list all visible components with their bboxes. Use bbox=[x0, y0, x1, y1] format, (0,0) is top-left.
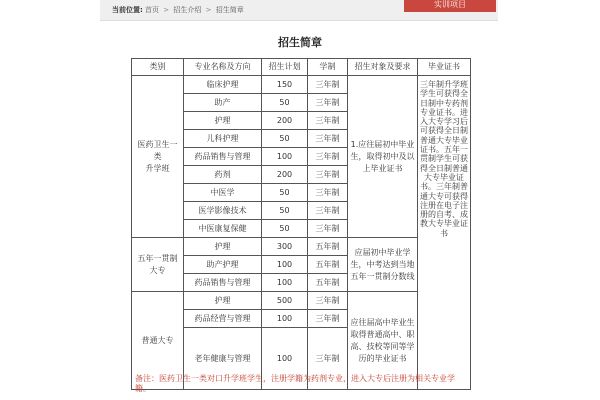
duration-cell: 三年制 bbox=[308, 220, 348, 238]
major-cell: 药剂 bbox=[184, 166, 262, 184]
duration-cell: 五年制 bbox=[308, 274, 348, 292]
header-certificate: 毕业证书 bbox=[418, 59, 471, 76]
duration-cell: 三年制 bbox=[308, 112, 348, 130]
header-duration: 学制 bbox=[308, 59, 348, 76]
major-cell: 临床护理 bbox=[184, 76, 262, 94]
plan-cell: 150 bbox=[262, 76, 308, 94]
plan-cell: 300 bbox=[262, 238, 308, 256]
duration-cell: 五年制 bbox=[308, 238, 348, 256]
breadcrumb-bar bbox=[100, 0, 498, 21]
header-plan: 招生计划 bbox=[262, 59, 308, 76]
requirement-cell: 应往届高中毕业生取得普通高中、职高、技校等同等学历的毕业证书 bbox=[348, 292, 418, 390]
duration-cell: 三年制 bbox=[308, 166, 348, 184]
category-cell: 医药卫生一类 升学班 bbox=[132, 76, 184, 238]
duration-cell: 三年制 bbox=[308, 328, 348, 390]
major-cell: 助产 bbox=[184, 94, 262, 112]
duration-cell: 三年制 bbox=[308, 184, 348, 202]
requirement-cell: 1.应往届初中毕业生，取得初中及以上毕业证书 bbox=[348, 76, 418, 238]
major-cell: 药品销售与管理 bbox=[184, 148, 262, 166]
table-row bbox=[132, 76, 471, 94]
breadcrumb bbox=[112, 0, 244, 20]
breadcrumb-current: 招生简章 bbox=[215, 6, 244, 14]
breadcrumb-home[interactable]: 首页 bbox=[145, 6, 160, 14]
major-cell: 药品经营与管理 bbox=[184, 310, 262, 328]
duration-cell: 三年制 bbox=[308, 310, 348, 328]
breadcrumb-label: 当前位置: bbox=[112, 6, 143, 14]
duration-cell: 三年制 bbox=[308, 94, 348, 112]
major-cell: 护理 bbox=[184, 238, 262, 256]
admission-table bbox=[131, 58, 471, 390]
table-header-row bbox=[132, 59, 471, 76]
duration-cell: 五年制 bbox=[308, 256, 348, 274]
page-title: 招生简章 bbox=[278, 36, 322, 49]
major-cell: 助产护理 bbox=[184, 256, 262, 274]
major-cell: 护理 bbox=[184, 292, 262, 310]
plan-cell: 50 bbox=[262, 130, 308, 148]
plan-cell: 200 bbox=[262, 112, 308, 130]
duration-cell: 三年制 bbox=[308, 292, 348, 310]
major-cell: 医学影像技术 bbox=[184, 202, 262, 220]
major-cell: 儿科护理 bbox=[184, 130, 262, 148]
header-requirement: 招生对象及要求 bbox=[348, 59, 418, 76]
plan-cell: 100 bbox=[262, 310, 308, 328]
duration-cell: 三年制 bbox=[308, 148, 348, 166]
major-cell: 护理 bbox=[184, 112, 262, 130]
duration-cell: 三年制 bbox=[308, 130, 348, 148]
training-projects-button[interactable]: 实训项目 bbox=[404, 0, 496, 12]
plan-cell: 50 bbox=[262, 184, 308, 202]
duration-cell: 三年制 bbox=[308, 76, 348, 94]
major-cell: 中医学 bbox=[184, 184, 262, 202]
plan-cell: 500 bbox=[262, 292, 308, 310]
plan-cell: 50 bbox=[262, 94, 308, 112]
footnote: 备注：医药卫生一类对口升学班学生，注册学籍为药剂专业，进入大专后注册为相关专业学籍。 bbox=[135, 374, 455, 393]
certificate-cell: 三年制升学班学生可获得全日制中专药剂专业证书。进入大专学习后可获得全日制普通大专毕业证书。五年一贯制学生可获得全日制普通大专毕业证书。三年制普通大专可获得注册在电子注册的自考、成教大专毕业证书 bbox=[418, 76, 471, 390]
plan-cell: 50 bbox=[262, 202, 308, 220]
requirement-cell: 应届初中毕业学生，中考达到当地五年一贯制分数线 bbox=[348, 238, 418, 292]
breadcrumb-separator: > bbox=[163, 6, 170, 14]
duration-cell: 三年制 bbox=[308, 202, 348, 220]
breadcrumb-separator: > bbox=[205, 6, 212, 14]
major-cell: 药品销售与管理 bbox=[184, 274, 262, 292]
plan-cell: 200 bbox=[262, 166, 308, 184]
category-cell: 五年一贯制 大专 bbox=[132, 238, 184, 292]
plan-cell: 100 bbox=[262, 148, 308, 166]
plan-cell: 50 bbox=[262, 220, 308, 238]
plan-cell: 100 bbox=[262, 328, 308, 390]
header-major: 专业名称及方向 bbox=[184, 59, 262, 76]
header-category: 类别 bbox=[132, 59, 184, 76]
major-cell: 中医康复保健 bbox=[184, 220, 262, 238]
plan-cell: 100 bbox=[262, 274, 308, 292]
category-cell: 普通大专 bbox=[132, 292, 184, 390]
major-cell: 老年健康与管理 bbox=[184, 328, 262, 390]
plan-cell: 100 bbox=[262, 256, 308, 274]
breadcrumb-admission-intro[interactable]: 招生介绍 bbox=[173, 6, 202, 14]
